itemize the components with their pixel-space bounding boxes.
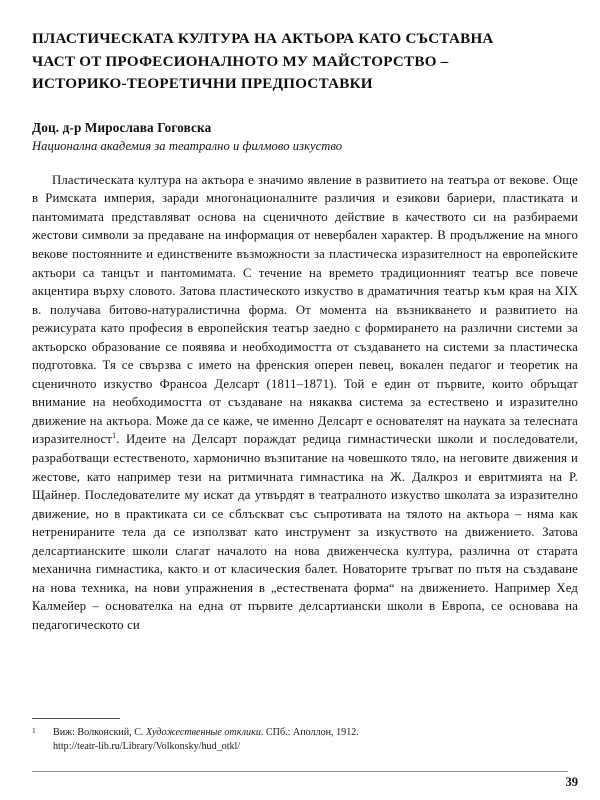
- footnote-reference-marker[interactable]: 1: [112, 431, 117, 441]
- body-paragraph: [32, 171, 578, 635]
- footnote-text-after: . СПб.: Аполлон, 1912.: [260, 727, 359, 738]
- footnote-area: [32, 718, 512, 754]
- footnote-text-before: Виж: Волконский, С.: [53, 727, 146, 738]
- footer-divider-rule: [32, 771, 568, 772]
- body-text-part-1: Пластическата култура на актьора е значимо явление в развитието на театъра от векове. Още в Римската империя, заради многонационалните различия и езикови бариери, пластиката и пантомимата представляват основа на сценичното действие в качеството си на разбираеми жестови символи за предаване на информация от невербален характер. В продължение на много векове постоянните и единствените възможности за пластическа изразителност на европейските актьори са танцът и пантомимата. С течение на времето традиционният театър все повече акцентира върху словото. Затова пластическото изкуство в драматичния театър към края на XIX в. получава битово-натуралистична форма. От момента на възникването и развитието на режисурата като професия в европейския театър заедно с формирането на различни системи за актьорско образование се появява и необходимостта от създаването на системи за пластическа подготовка. Тя се свързва с името на френския оперен певец, вокален педагог и теоретик на сценичното изкуство Франсоа Делсарт (1811–1871). Той е един от първите, които обръщат внимание на необходимостта от създаване на някаква система за естествено и изразително движение на актьора. Може да се каже, че именно Делсарт е основателят на науката за телесната изразителност: [32, 172, 578, 447]
- author-affiliation: Национална академия за театрално и филмово изкуство: [32, 138, 343, 153]
- title-line-1: ПЛАСТИЧЕСКАТА КУЛТУРА НА АКТЬОРА КАТО СЪСТАВНА: [32, 31, 494, 47]
- title-line-3: ИСТОРИКО-ТЕОРЕТИЧНИ ПРЕДПОСТАВКИ: [32, 76, 373, 93]
- title-line-2: ЧАСТ ОТ ПРОФЕСИОНАЛНОТО МУ МАЙСТОРСТВО –: [32, 53, 449, 70]
- footnote-source-title: Художественные отклики: [145, 727, 261, 738]
- page-title: [32, 28, 578, 96]
- footnote-entry: [32, 726, 512, 754]
- footnote-url-link[interactable]: http://teatr-lib.ru/Library/Volkonsky/hud_otkl/: [53, 741, 241, 753]
- body-text-part-2: . Идеите на Делсарт пораждат редица гимнастически школи и последователи, разработващи естественото, хармонично възпитание на човешкото тяло, на неговите движения и жестове, като например тези на ритмичната гимнастика на Ж. Далкроз и евритмията на Р. Щайнер. Последователите му искат да утвърдят в театралното изкуство школата за изразително движение, но в практиката си се сблъскват със съпротивата на тялото на актьора – няма как нетренираните тела да се използват като инструмент за изкуството на движението. Затова делсартианските школи слагат началото на нова движенческа култура, различна от старата механична гимнастика, както и от класическия балет. Новаторите тръгват по пътя на създаване на нова техника, на нови упражнения в „естествената форма“ на движението. Например Хед Калмейер – основателка на една от първите делсартиански школи в Европа, се основава на педагогическото си: [32, 432, 578, 632]
- footnote-separator-rule: [32, 718, 120, 719]
- author-block: [32, 118, 578, 155]
- footnote-number: 1: [32, 726, 36, 735]
- author-name: Доц. д-р Мирослава Гоговска: [32, 119, 212, 135]
- page-number: 39: [565, 775, 578, 789]
